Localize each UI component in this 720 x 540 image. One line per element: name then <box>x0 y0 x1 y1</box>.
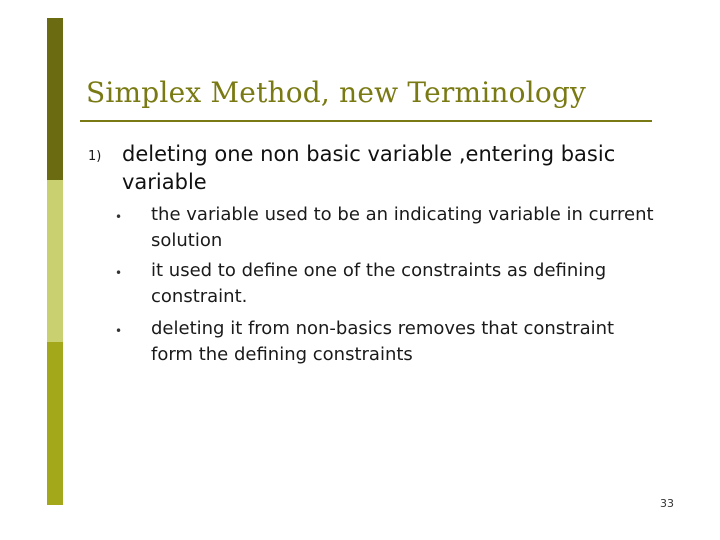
sub-bullet-text: deleting it from non-basics removes that constraint form the defining constraints <box>151 318 615 365</box>
bullet-icon: • <box>115 266 123 280</box>
sub-bullet-text: it used to define one of the constraints as defining constraint. <box>151 260 607 307</box>
accent-bar-middle <box>47 180 63 342</box>
page-number: 33 <box>660 497 674 510</box>
slide-title: Simplex Method, new Terminology <box>86 76 587 109</box>
accent-bar-top <box>47 18 63 180</box>
bullet-icon: • <box>115 210 123 224</box>
sub-bullet-text: the variable used to be an indicating variable in current solution <box>151 204 654 251</box>
accent-bar-bottom <box>47 342 63 505</box>
list-item-text: deleting one non basic variable ,entering basic variable <box>122 142 616 194</box>
bullet-icon: • <box>115 324 123 338</box>
title-underline <box>80 120 652 122</box>
list-item-number: 1) <box>88 149 102 164</box>
